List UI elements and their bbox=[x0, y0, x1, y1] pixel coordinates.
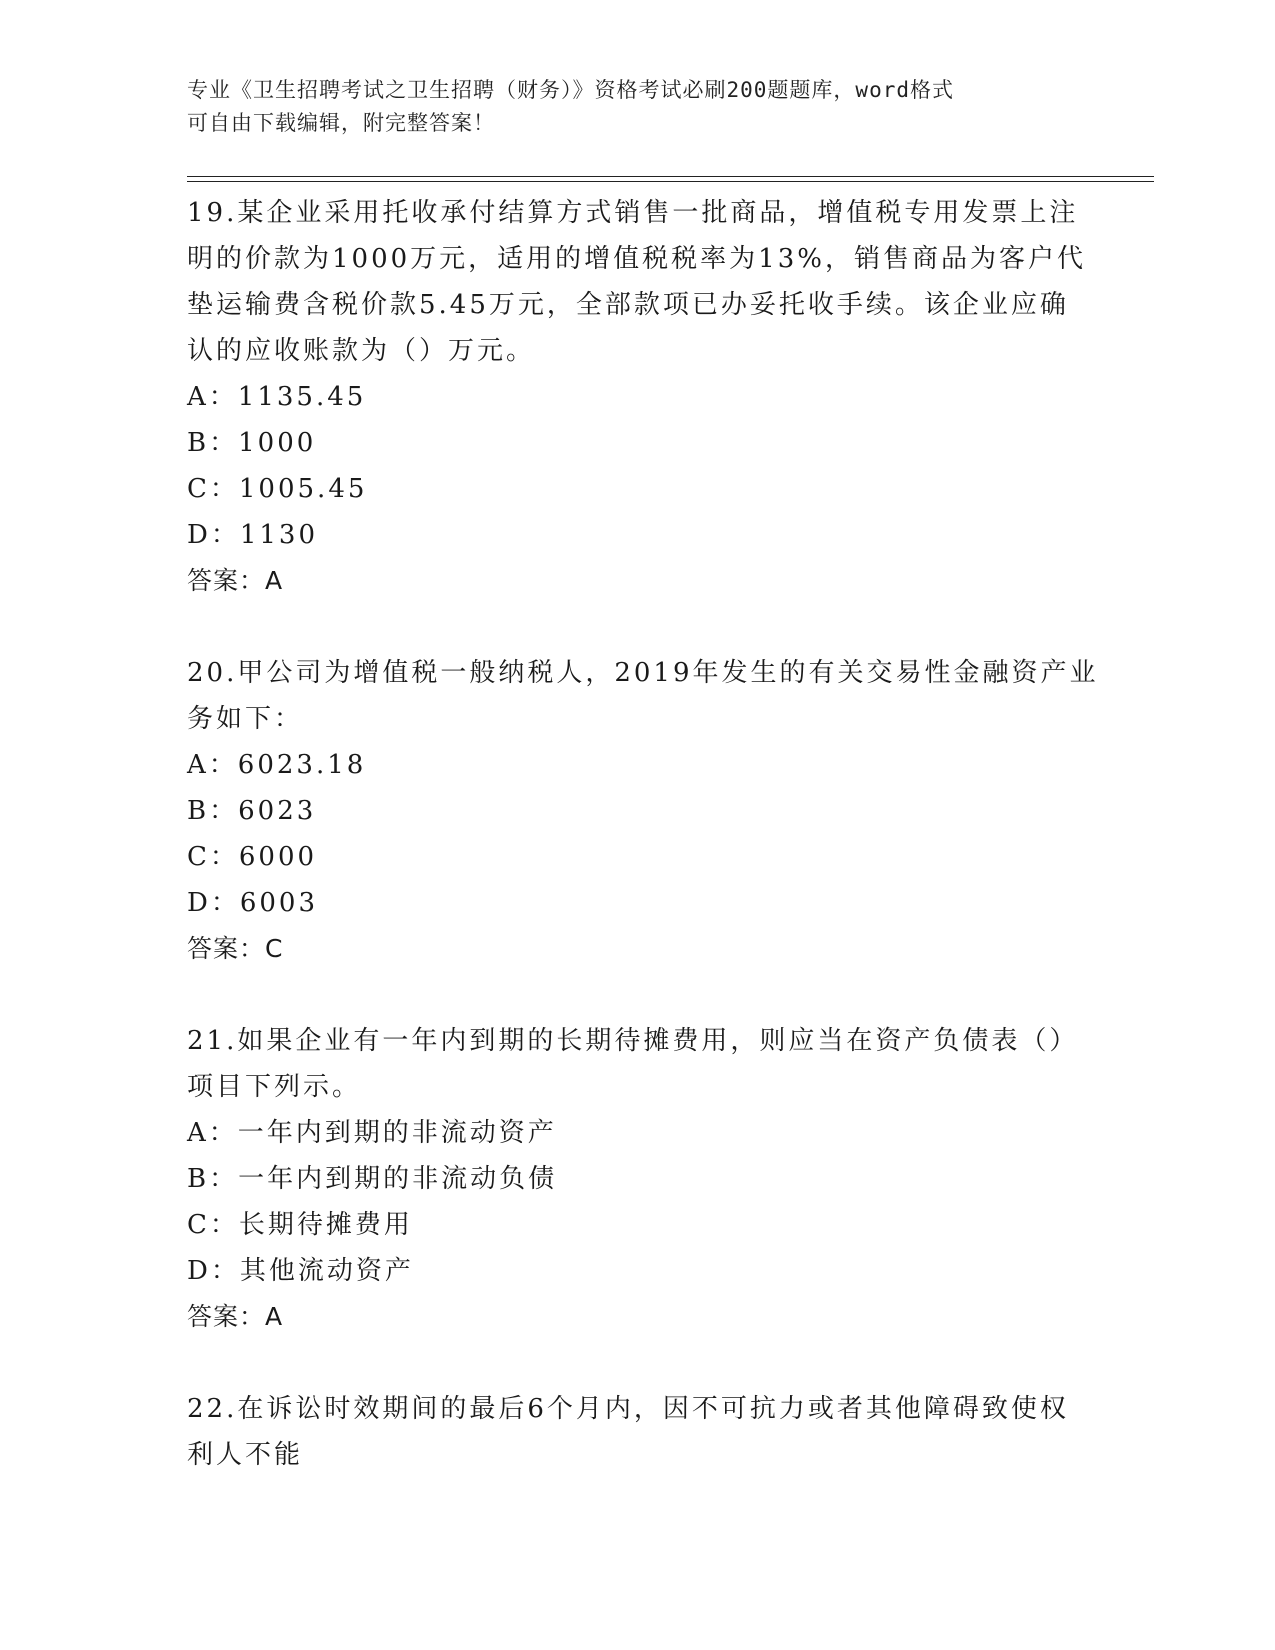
option-c: C：1005.45 bbox=[187, 474, 368, 504]
option-c: C：长期待摊费用 bbox=[187, 1210, 413, 1240]
question-text-line: 20.甲公司为增值税一般纳税人，2019年发生的有关交易性金融资产业 bbox=[187, 658, 1099, 688]
question-21 bbox=[187, 1018, 1087, 1340]
question-text-line: 19.某企业采用托收承付结算方式销售一批商品，增值税专用发票上注 bbox=[187, 198, 1079, 228]
option-b: B：1000 bbox=[187, 428, 317, 458]
option-a: A：6023.18 bbox=[187, 750, 367, 780]
option-a: A：一年内到期的非流动资产 bbox=[187, 1118, 557, 1148]
question-text-line: 项目下列示。 bbox=[187, 1072, 362, 1102]
answer: 答案：A bbox=[187, 1302, 284, 1331]
question-text-line: 利人不能 bbox=[187, 1440, 304, 1470]
option-b: B：一年内到期的非流动负债 bbox=[187, 1164, 558, 1194]
question-spacer bbox=[187, 1340, 1087, 1386]
option-c: C：6000 bbox=[187, 842, 318, 872]
question-text-line: 务如下： bbox=[187, 704, 304, 734]
question-text-line: 明的价款为1000万元，适用的增值税税率为13%，销售商品为客户代 bbox=[187, 244, 1086, 274]
option-d: D：1130 bbox=[187, 520, 319, 550]
question-text-line: 垫运输费含税价款5.45万元，全部款项已办妥托收手续。该企业应确 bbox=[187, 290, 1069, 320]
question-spacer bbox=[187, 604, 1087, 650]
question-19 bbox=[187, 190, 1087, 604]
option-d: D：其他流动资产 bbox=[187, 1256, 414, 1286]
question-20 bbox=[187, 650, 1099, 972]
question-text bbox=[187, 190, 1087, 374]
question-list bbox=[187, 190, 1099, 1478]
question-text bbox=[187, 1386, 1087, 1478]
question-text bbox=[187, 650, 1099, 742]
question-text-line: 认的应收账款为（）万元。 bbox=[187, 336, 536, 366]
document-header bbox=[187, 74, 1087, 140]
answer: 答案：C bbox=[187, 934, 284, 963]
question-22 bbox=[187, 1386, 1087, 1478]
question-spacer bbox=[187, 972, 1087, 1018]
header-line: 专业《卫生招聘考试之卫生招聘（财务）》资格考试必刷200题题库，word格式 bbox=[187, 78, 954, 102]
option-d: D：6003 bbox=[187, 888, 319, 918]
header-line: 可自由下载编辑，附完整答案！ bbox=[187, 111, 495, 135]
option-b: B：6023 bbox=[187, 796, 317, 826]
header-divider-bottom bbox=[187, 181, 1154, 182]
question-text-line: 22.在诉讼时效期间的最后6个月内，因不可抗力或者其他障碍致使权 bbox=[187, 1394, 1069, 1424]
question-text-line: 21.如果企业有一年内到期的长期待摊费用，则应当在资产负债表（） bbox=[187, 1026, 1079, 1056]
question-text bbox=[187, 1018, 1087, 1110]
answer: 答案：A bbox=[187, 566, 284, 595]
header-divider-top bbox=[187, 176, 1154, 177]
option-a: A：1135.45 bbox=[187, 382, 367, 412]
